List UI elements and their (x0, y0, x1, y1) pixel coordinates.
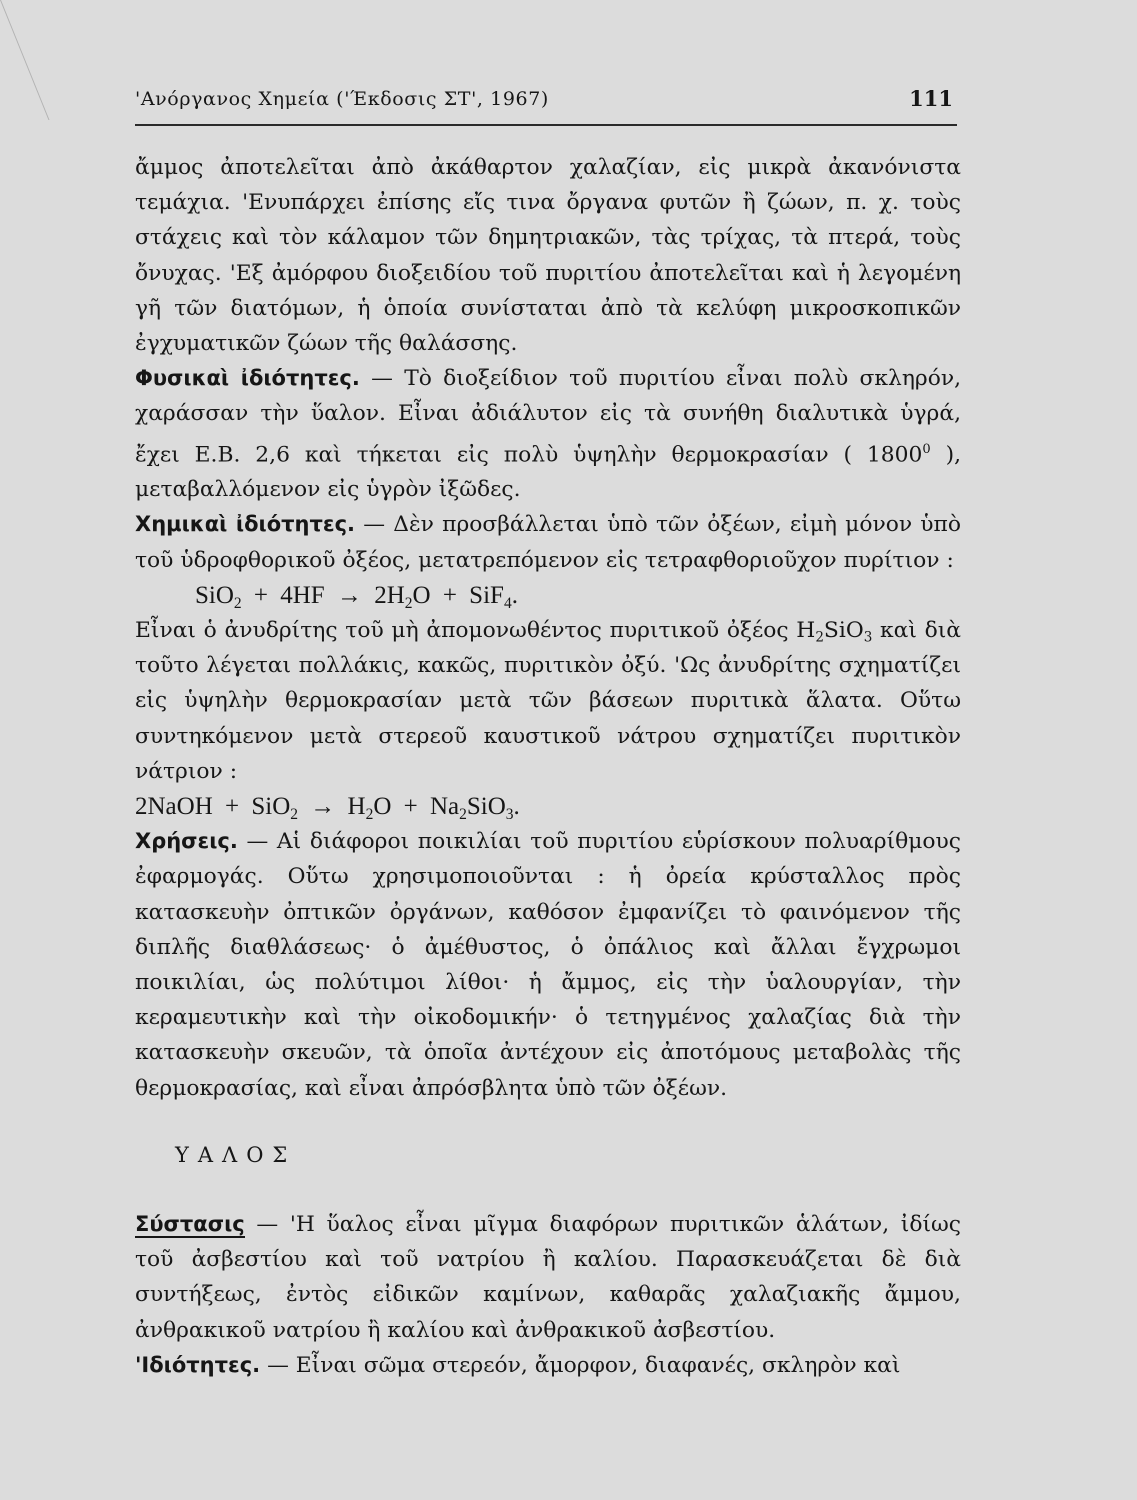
equation-sio2-hf (135, 578, 961, 613)
eq2-part: 2NaOH + SiO (135, 792, 291, 820)
composition-paragraph (135, 1207, 961, 1348)
eq2-subscript: 3 (505, 805, 514, 823)
section-title-glass: ΥΑΛΟΣ (175, 1142, 297, 1167)
physical-properties-text-end: ), μεταβαλλόμενον εἰς ὑγρὸν ἰξῶδες. (135, 441, 961, 503)
anhydride-paragraph (135, 613, 961, 789)
anhydride-text: SiO (823, 617, 864, 643)
eq2-part: O + Na (373, 792, 460, 820)
uses-paragraph (135, 824, 961, 1106)
eq2-subscript: 2 (290, 805, 299, 823)
eq1-subscript: 4 (503, 594, 512, 612)
eq1-part: . (511, 581, 518, 609)
properties-paragraph (135, 1348, 961, 1383)
eq1-part: SiO (195, 581, 234, 609)
uses-text: — Αἱ διάφοροι ποικιλίαι τοῦ πυριτίου εὑρίσκουν πολυαρίθμους ἐφαρμογάς. Οὕτω χρησιμοποιοῦνται : ἡ ὀρεία κρύσταλλος πρὸς κατασκευὴν ὀπτικῶν ὀργάνων, καθόσον ἐμφανίζει τὸ φαινόμενον τῆς διπλῆς διαθλάσεως· ὁ ἀμέθυστος, ὁ ὀπάλιος καὶ ἄλλαι ἔγχρωμοι ποικιλίαι, ὡς πολύτιμοι λίθοι· ἡ ἄμμος, εἰς τὴν ὑαλουργίαν, τὴν κεραμευτικὴν καὶ τὴν οἰκοδομικήν· ὁ τετηγμένος χαλαζίας διὰ τὴν κατασκευὴν σκευῶν, τὰ ὁποῖα ἀντέχουν εἰς ἀποτόμους μεταβολὰς τῆς θερμοκρασίας, καὶ εἶναι ἀπρόσβλητα ὑπὸ τῶν ὀξέων. (135, 829, 961, 1101)
eq2-subscript: 2 (459, 805, 467, 823)
eq2-part: → H (298, 792, 366, 820)
physical-properties-text: — Τὸ διοξείδιον τοῦ πυριτίου εἶναι πολὺ σκληρόν, χαράσσαν τὴν ὕαλον. Εἶναι ἀδιάλυτον εἰς τὰ συνήθη διαλυτικὰ ὑγρά, ἔχει Ε.Β. 2,6 καὶ τήκεται εἰς πολὺ ὑψηλὴν θερμοκρασίαν ( 1800 (135, 366, 961, 467)
chemical-properties-paragraph (135, 507, 961, 577)
chemical-properties-heading: Χημικαὶ ἰδιότητες. (135, 512, 355, 537)
eq2-part: SiO (466, 792, 506, 820)
page-edge-shadow (0, 0, 89, 120)
page-number: 111 (909, 86, 953, 111)
intro-paragraph: ἄμμος ἀποτελεῖται ἀπὸ ἀκάθαρτον χαλαζίαν, εἰς μικρὰ ἀκανόνιστα τεμάχια. 'Ενυπάρχει ἐπίσης εἴς τινα ὄργανα φυτῶν ἢ ζώων, π. χ. τοὺς στάχεις καὶ τὸν κάλαμον τῶν δημητριακῶν, τὰς τρίχας, τὰ πτερά, τοὺς ὄνυχας. 'Εξ ἀμόρφου διοξειδίου τοῦ πυριτίου ἀποτελεῖται καὶ ἡ λεγομένη γῆ τῶν διατόμων, ἡ ὁποία συνίσταται ἀπὸ τὰ κελύφη μικροσκοπικῶν ἐγχυματικῶν ζώων τῆς θαλάσσης. (135, 155, 961, 357)
properties-heading: 'Ιδιότητες. (135, 1352, 261, 1377)
anhydride-text: Εἶναι ὁ ἀνυδρίτης τοῦ μὴ ἀπομονωθέντος πυριτικοῦ ὀξέος H (135, 617, 816, 643)
eq2-part: . (513, 792, 520, 820)
anhydride-text: καὶ διὰ τοῦτο λέγεται πολλάκις, κακῶς, πυριτικὸν ὀξύ. 'Ως ἀνυδρίτης σχηματίζει εἰς ὑψηλὴν θερμοκρασίαν μετὰ τῶν βάσεων πυριτικὰ ἅλατα. Οὕτω συντηκόμενον μετὰ στερεοῦ καυστικοῦ νάτρου σχηματίζει πυριτικὸν νάτριον : (135, 617, 962, 784)
anhydride-subscript: 2 (815, 629, 824, 646)
chemical-properties-text: — Δὲν προσβάλλεται ὑπὸ τῶν ὀξέων, εἰμὴ μόνον ὑπὸ τοῦ ὑδροφθορικοῦ ὀξέος, μετατρεπόμενον εἰς τετραφθοριοῦχον πυρίτιον : (135, 512, 961, 573)
eq1-subscript: 2 (233, 594, 242, 612)
eq1-part: + 4HF → 2H (241, 581, 405, 609)
physical-properties-paragraph (135, 361, 961, 507)
running-title: 'Ανόργανος Χημεία ('Έκδοσις ΣΤ', 1967) (135, 88, 549, 110)
eq2-subscript: 2 (365, 805, 374, 823)
eq1-part: O + SiF (412, 581, 504, 609)
eq1-subscript: 2 (404, 594, 413, 612)
equation-naoh-sio2 (135, 789, 961, 824)
properties-text: — Εἶναι σῶμα στερεόν, ἄμορφον, διαφανές, σκληρὸν καὶ (260, 1352, 901, 1378)
physical-properties-heading: Φυσικαὶ ἰδιότητες. (135, 366, 360, 391)
page-header (135, 84, 957, 126)
anhydride-subscript: 3 (863, 629, 873, 646)
page-body (135, 150, 961, 1383)
composition-text: — 'Η ὕαλος εἶναι μῖγμα διαφόρων πυριτικῶν ἁλάτων, ἰδίως τοῦ ἀσβεστίου καὶ τοῦ νατρίου ἢ καλίου. Παρασκευάζεται δὲ διὰ συντήξεως, ἐντὸς εἰδικῶν καμίνων, καθαρᾶς χαλαζιακῆς ἄμμου, ἀνθρακικοῦ νατρίου ἢ καλίου καὶ ἀνθρακικοῦ ἀσβεστίου. (135, 1211, 961, 1343)
uses-heading: Χρήσεις. (135, 829, 238, 854)
degree-superscript: 0 (922, 441, 931, 457)
composition-heading: Σύστασις (135, 1211, 245, 1236)
